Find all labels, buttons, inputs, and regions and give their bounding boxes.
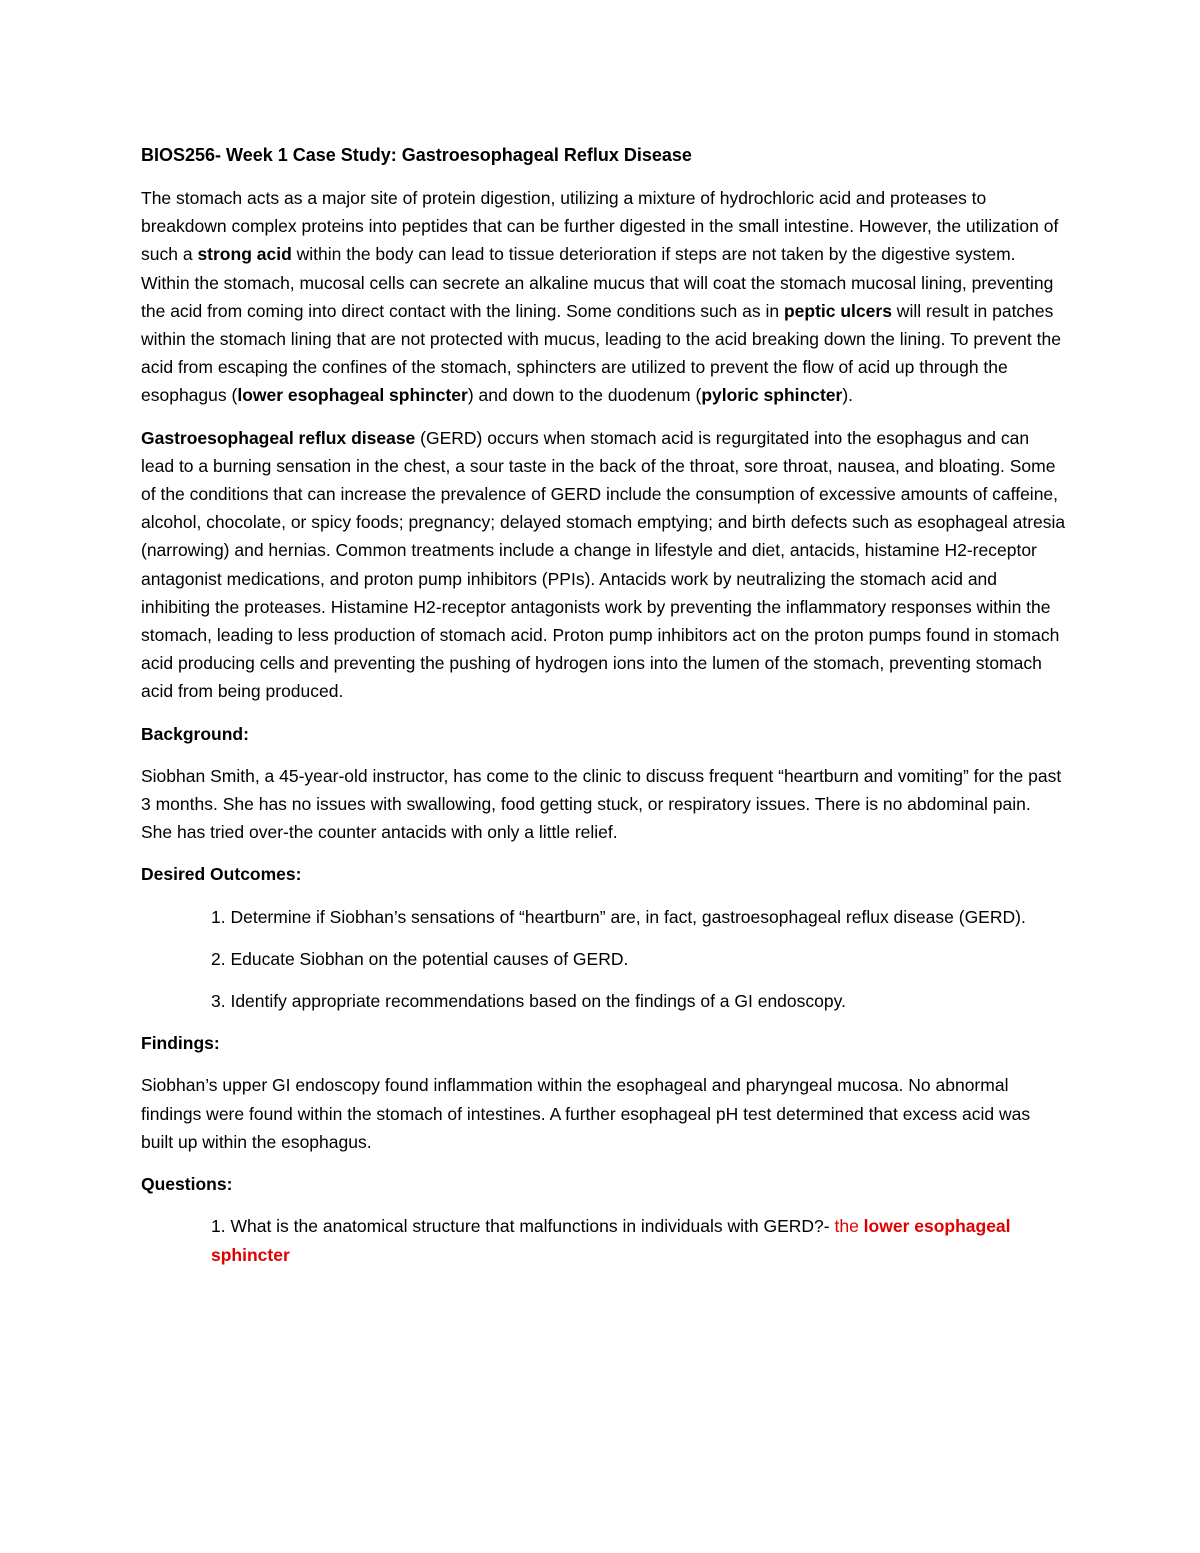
intro-text: (GERD) occurs when stomach acid is regurgitated into the esophagus and can lead to a burning sensation in the chest, a sour taste in the back of the throat, sore throat, nausea, and bloating. Some of the conditions that can increase the prevalence of GERD include the consumption of excessive amounts of caffeine, alcohol, chocolate, or spicy foods; pregnancy; delayed stomach emptying; and birth defects such as esophageal atresia (narrowing) and hernias. Common treatments include a change in lifestyle and diet, antacids, histamine H2-receptor antagonist medications, and proton pump inhibitors (PPIs). Antacids work by neutralizing the stomach acid and inhibiting the proteases. Histamine H2-receptor antagonists work by preventing the inflammatory responses within the stomach, leading to less production of stomach acid. Proton pump inhibitors act on the proton pumps found in stomach acid producing cells and preventing the pushing of hydrogen ions into the lumen of the stomach, preventing stomach acid from being produced. [141,427,1066,702]
answer-prefix: the [834,1216,864,1237]
document-page [141,141,1066,1283]
outcomes-heading: Desired Outcomes: [141,864,302,885]
list-item: 3. Identify appropriate recommendations based on the findings of a GI endoscopy. [211,991,846,1012]
background-heading: Background: [141,723,249,744]
intro-text: ). [842,385,854,406]
findings-heading: Findings: [141,1033,220,1054]
intro-text: within the body can lead to tissue deterioration if steps are not taken by the digestive system. Within the stomach, mucosal cells can secrete an alkaline mucus that will coat the stomach mucosal lining, preventing the acid from coming into direct contact with the lining. Some conditions such as in [141,244,1054,321]
document-title: BIOS256- Week 1 Case Study: Gastroesophageal Reflux Disease [141,145,692,165]
findings-text: Siobhan’s upper GI endoscopy found inflammation within the esophageal and pharyngeal mucosa. No abnormal findings were found within the stomach of intestines. A further esophageal pH test determined that excess acid was built up within the esophagus. [141,1075,1031,1152]
intro-paragraph-2 [141,424,1066,706]
question-item [211,1212,1066,1268]
list-item: 1. Determine if Siobhan’s sensations of “heartburn” are, in fact, gastroesophageal reflux disease (GERD). [211,906,1026,927]
intro-paragraph-1 [141,184,1066,410]
answer-text: lower esophageal sphincter [211,1216,1011,1265]
term-pyloric-sphincter: pyloric sphincter [701,385,843,406]
term-peptic-ulcers: peptic ulcers [783,300,892,321]
intro-text: The stomach acts as a major site of protein digestion, utilizing a mixture of hydrochloric acid and proteases to breakdown complex proteins into peptides that can be further digested in the small intestine. However, the utilization of such a [141,188,1059,265]
background-text: Siobhan Smith, a 45-year-old instructor, has come to the clinic to discuss frequent “heartburn and vomiting” for the past 3 months. She has no issues with swallowing, food getting stuck, or respiratory issues. There is no abdominal pain. She has tried over-the counter antacids with only a little relief. [141,765,1062,843]
intro-text: will result in patches within the stomach lining that are not protected with mucus, leading to the acid breaking down the lining. To prevent the acid from escaping the confines of the stomach, sphincters are utilized to prevent the flow of acid up through the esophagus ( [141,300,1061,406]
list-item: 2. Educate Siobhan on the potential causes of GERD. [211,948,629,969]
question-text: 1. What is the anatomical structure that malfunctions in individuals with GERD?- [211,1216,835,1237]
term-strong-acid: strong acid [197,244,292,265]
questions-list [141,1212,1066,1268]
intro-text: ) and down to the duodenum ( [467,385,702,406]
term-gerd: Gastroesophageal reflux disease [141,427,416,448]
outcomes-list [141,903,1066,1016]
questions-heading: Questions: [141,1174,233,1195]
term-lower-esophageal-sphincter: lower esophageal sphincter [237,385,468,406]
